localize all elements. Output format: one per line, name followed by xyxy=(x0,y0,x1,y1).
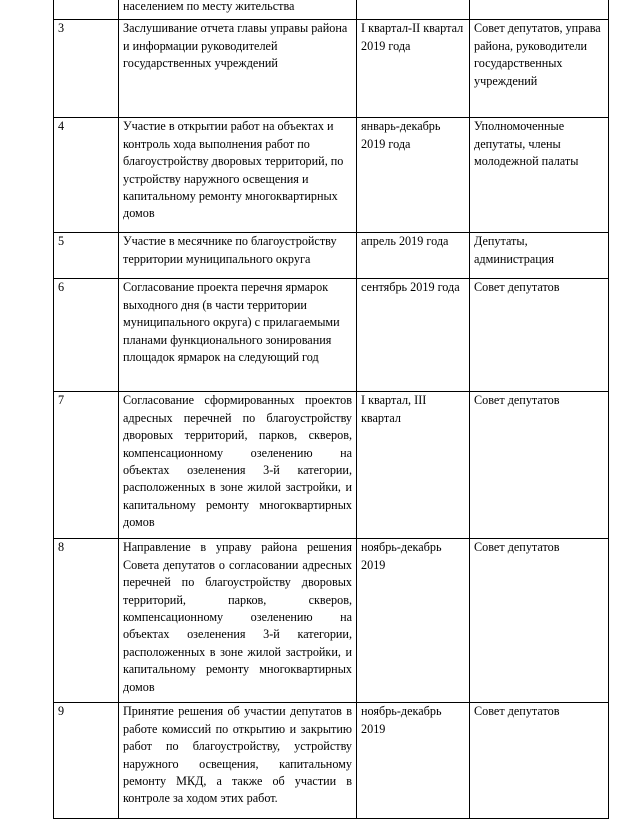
row-term: сентябрь 2019 года xyxy=(357,279,470,392)
table-row xyxy=(54,0,609,20)
row-number: 4 xyxy=(54,118,119,233)
row-executor: Депутаты, администрация xyxy=(470,233,609,279)
row-term: ноябрь-декабрь 2019 xyxy=(357,703,470,819)
table-row xyxy=(54,279,609,392)
row-number: 5 xyxy=(54,233,119,279)
row-term: ноябрь-декабрь 2019 xyxy=(357,539,470,703)
row-description: Участие в открытии работ на объектах и контроль хода выполнения работ по благоустройству дворовых территорий, по устройству наружного освещения и капитальному ремонту многоквартирных домов xyxy=(119,118,357,233)
row-term xyxy=(357,0,470,20)
row-term: I квартал, III квартал xyxy=(357,392,470,539)
row-description: Участие в месячнике по благоустройству территории муниципального округа xyxy=(119,233,357,279)
row-number: 9 xyxy=(54,703,119,819)
table-row xyxy=(54,20,609,118)
table-row xyxy=(54,703,609,819)
table-row xyxy=(54,392,609,539)
row-executor: Совет депутатов xyxy=(470,539,609,703)
row-number: 7 xyxy=(54,392,119,539)
row-executor: Совет депутатов xyxy=(470,279,609,392)
table-row xyxy=(54,233,609,279)
row-description: населением по месту жительства xyxy=(119,0,357,20)
work-plan-table-body xyxy=(54,0,609,819)
work-plan-table xyxy=(53,0,609,819)
table-row xyxy=(54,539,609,703)
row-description: Заслушивание отчета главы управы района и информации руководителей государственных учреждений xyxy=(119,20,357,118)
row-description: Согласование сформированных проектов адресных перечней по благоустройству дворовых территорий, парков, скверов, компенсационному озеленению на объектах озеленения 3-й категории, расположенных в зоне жилой застройки, и капитальному ремонту многоквартирных домов xyxy=(119,392,357,539)
row-number: 6 xyxy=(54,279,119,392)
row-executor: Совет депутатов, управа района, руководители государственных учреждений xyxy=(470,20,609,118)
row-term: апрель 2019 года xyxy=(357,233,470,279)
row-executor: Совет депутатов xyxy=(470,392,609,539)
row-executor: Уполномоченные депутаты, члены молодежной палаты xyxy=(470,118,609,233)
row-executor: Совет депутатов xyxy=(470,703,609,819)
row-description: Принятие решения об участии депутатов в работе комиссий по открытию и закрытию работ по благоустройству, устройству наружного освещения, капитальному ремонту МКД, а также об участии в контроле за ходом этих работ. xyxy=(119,703,357,819)
table-row xyxy=(54,118,609,233)
row-term: I квартал-II квартал 2019 года xyxy=(357,20,470,118)
row-description: Согласование проекта перечня ярмарок выходного дня (в части территории муниципального округа) с прилагаемыми планами функционального зонирования площадок ярмарок на следующий год xyxy=(119,279,357,392)
row-description: Направление в управу района решения Совета депутатов о согласовании адресных перечней по благоустройству дворовых территорий, парков, скверов, компенсационному озеленению на объектах озеленения 3-й категории, расположенных в зоне жилой застройки, и капитальному ремонту многоквартирных домов xyxy=(119,539,357,703)
row-number: 8 xyxy=(54,539,119,703)
row-number xyxy=(54,0,119,20)
row-executor xyxy=(470,0,609,20)
row-term: январь-декабрь 2019 года xyxy=(357,118,470,233)
row-number: 3 xyxy=(54,20,119,118)
